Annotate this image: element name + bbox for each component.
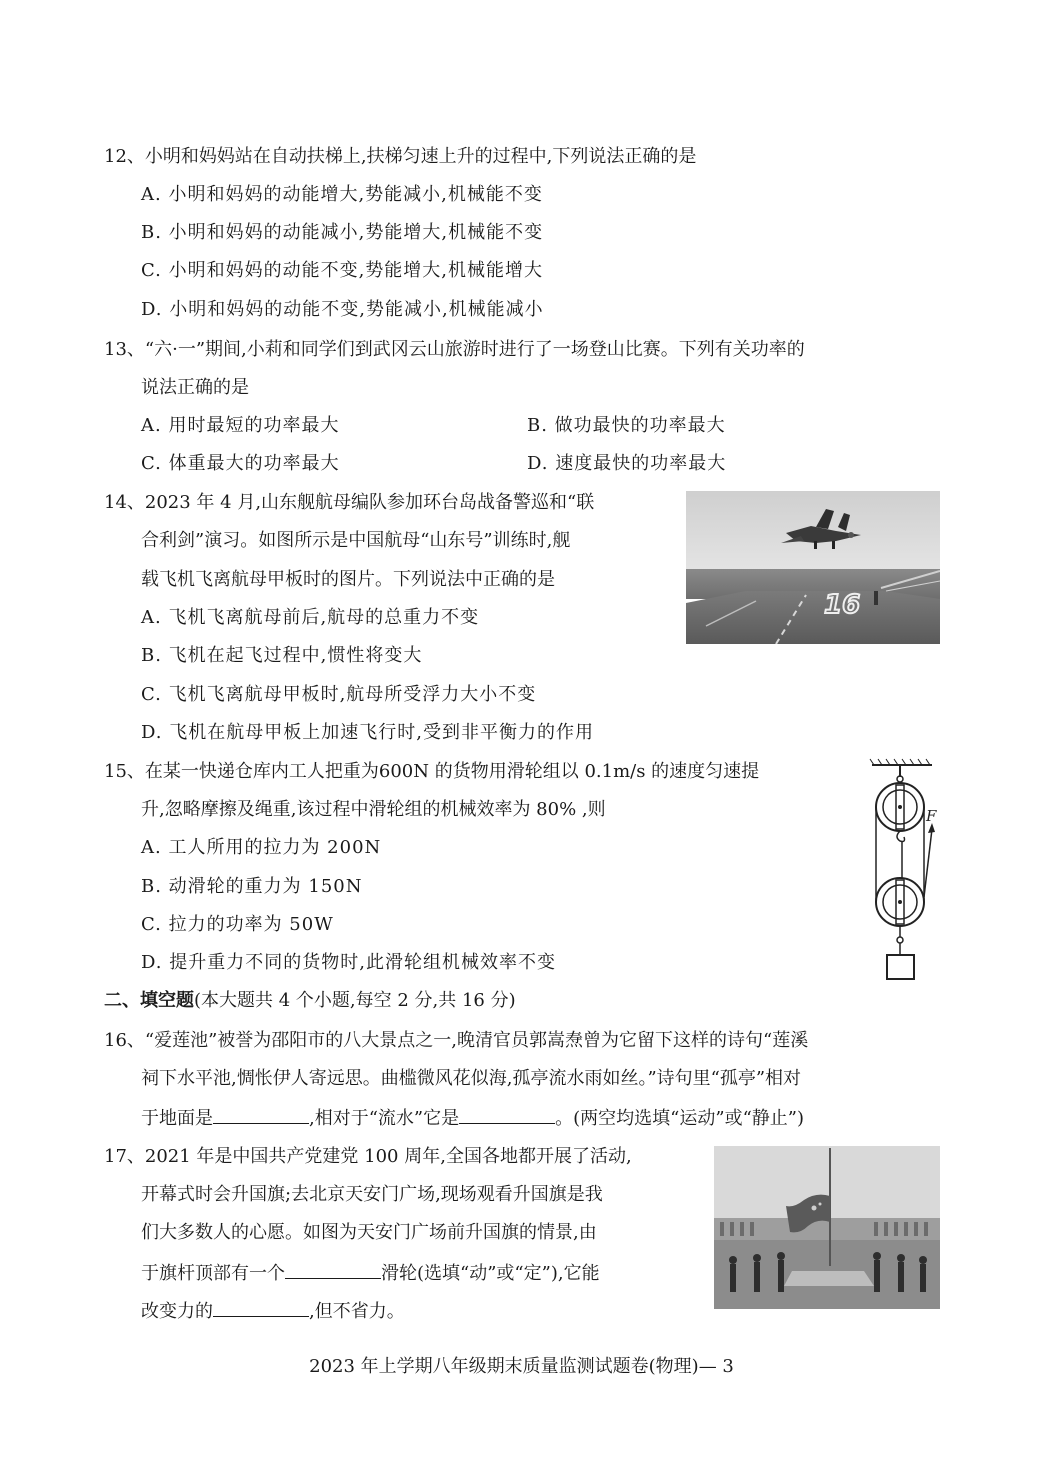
fixed-pulley-icon: [876, 783, 924, 831]
section-2-title: 二、填空题: [104, 990, 194, 1011]
q14-stem-line3: 载飞机飞离航母甲板时的图片。下列说法中正确的是: [141, 569, 555, 590]
q17-line5-a: 改变力的: [141, 1301, 213, 1322]
q12-option-a: A. 小明和妈妈的动能增大,势能减小,机械能不变: [141, 184, 543, 205]
q16-line1: 16、“爱莲池”被誉为邵阳市的八大景点之一,晚清官员郭嵩焘曾为它留下这样的诗句“莲溪: [104, 1030, 809, 1051]
q14-option-d: D. 飞机在航母甲板上加速飞行时,受到非平衡力的作用: [141, 722, 594, 743]
svg-text:16: 16: [824, 590, 861, 620]
q13-option-b: B. 做功最快的功率最大: [527, 415, 726, 436]
pulley-system-diagram: [862, 757, 942, 985]
section-2-header: [104, 989, 516, 1013]
q14-stem-line1: 14、2023 年 4 月,山东舰航母编队参加环台岛战备警巡和“联: [104, 492, 595, 513]
q16-blank-2[interactable]: [459, 1105, 555, 1124]
q14-option-c: C. 飞机飞离航母甲板时,航母所受浮力大小不变: [141, 684, 537, 705]
q15-option-a: A. 工人所用的拉力为 200N: [141, 837, 382, 858]
q17-line5: [141, 1298, 405, 1324]
q16-blank-1[interactable]: [213, 1105, 309, 1124]
q15-stem-line2: 升,忽略摩擦及绳重,该过程中滑轮组的机械效率为 80% ,则: [141, 799, 606, 820]
q17-line3: 们大多数人的心愿。如图为天安门广场前升国旗的情景,由: [141, 1222, 597, 1243]
q17-line5-b: ,但不省力。: [309, 1301, 405, 1322]
q16-line3-c: 。(两空均选填“运动”或“静止”): [555, 1108, 804, 1129]
q17-line2: 开幕式时会升国旗;去北京天安门广场,现场观看升国旗是我: [141, 1184, 603, 1205]
carrier-takeoff-photo: [686, 491, 940, 644]
q17-line4: [141, 1260, 600, 1286]
q14-option-b: B. 飞机在起飞过程中,惯性将变大: [141, 645, 423, 666]
q13-option-c: C. 体重最大的功率最大: [141, 453, 340, 474]
q16-line3: [141, 1105, 804, 1131]
q16-line3-a: 于地面是: [141, 1108, 213, 1129]
q17-line4-a: 于旗杆顶部有一个: [141, 1263, 285, 1284]
q17-blank-2[interactable]: [213, 1298, 309, 1317]
section-2-note: (本大题共 4 个小题,每空 2 分,共 16 分): [194, 990, 516, 1011]
flag-raising-photo: [714, 1146, 940, 1309]
q15-option-b: B. 动滑轮的重力为 150N: [141, 876, 363, 897]
q15-option-c: C. 拉力的功率为 50W: [141, 914, 334, 935]
q12-option-c: C. 小明和妈妈的动能不变,势能增大,机械能增大: [141, 260, 544, 281]
q12-option-b: B. 小明和妈妈的动能减小,势能增大,机械能不变: [141, 222, 544, 243]
deck-number: [824, 590, 860, 620]
q17-line4-b: 滑轮(选填“动”或“定”),它能: [381, 1263, 600, 1284]
q15-option-d: D. 提升重力不同的货物时,此滑轮组机械效率不变: [141, 952, 556, 973]
q17-blank-1[interactable]: [285, 1260, 381, 1279]
q14-stem-line2: 合利剑”演习。如图所示是中国航母“山东号”训练时,舰: [141, 530, 571, 551]
page-footer: 2023 年上学期八年级期末质量监测试题卷(物理)— 3: [309, 1356, 734, 1377]
q13-stem-line1: 13、“六·一”期间,小莉和同学们到武冈云山旅游时进行了一场登山比赛。下列有关功率的: [104, 339, 805, 360]
movable-pulley-icon: [876, 878, 924, 926]
q12-stem: 12、小明和妈妈站在自动扶梯上,扶梯匀速上升的过程中,下列说法正确的是: [104, 146, 697, 167]
q17-line1: 17、2021 年是中国共产党建党 100 周年,全国各地都开展了活动,: [104, 1146, 632, 1167]
q14-option-a: A. 飞机飞离航母前后,航母的总重力不变: [141, 607, 480, 628]
q16-line3-b: ,相对于“流水”它是: [309, 1108, 460, 1129]
q12-option-d: D. 小明和妈妈的动能不变,势能减小,机械能减小: [141, 299, 544, 320]
force-label: F: [926, 807, 937, 825]
q13-option-d: D. 速度最快的功率最大: [527, 453, 727, 474]
q15-stem-line1: 15、在某一快递仓库内工人把重为600N 的货物用滑轮组以 0.1m/s 的速度匀速提: [104, 761, 760, 782]
q13-stem-line2: 说法正确的是: [141, 377, 249, 398]
q16-line2: 祠下水平池,惆怅伊人寄远思。曲槛微风花似海,孤亭流水雨如丝。”诗句里“孤亭”相对: [141, 1068, 802, 1089]
q13-option-a: A. 用时最短的功率最大: [141, 415, 340, 436]
load-box: [887, 955, 914, 979]
